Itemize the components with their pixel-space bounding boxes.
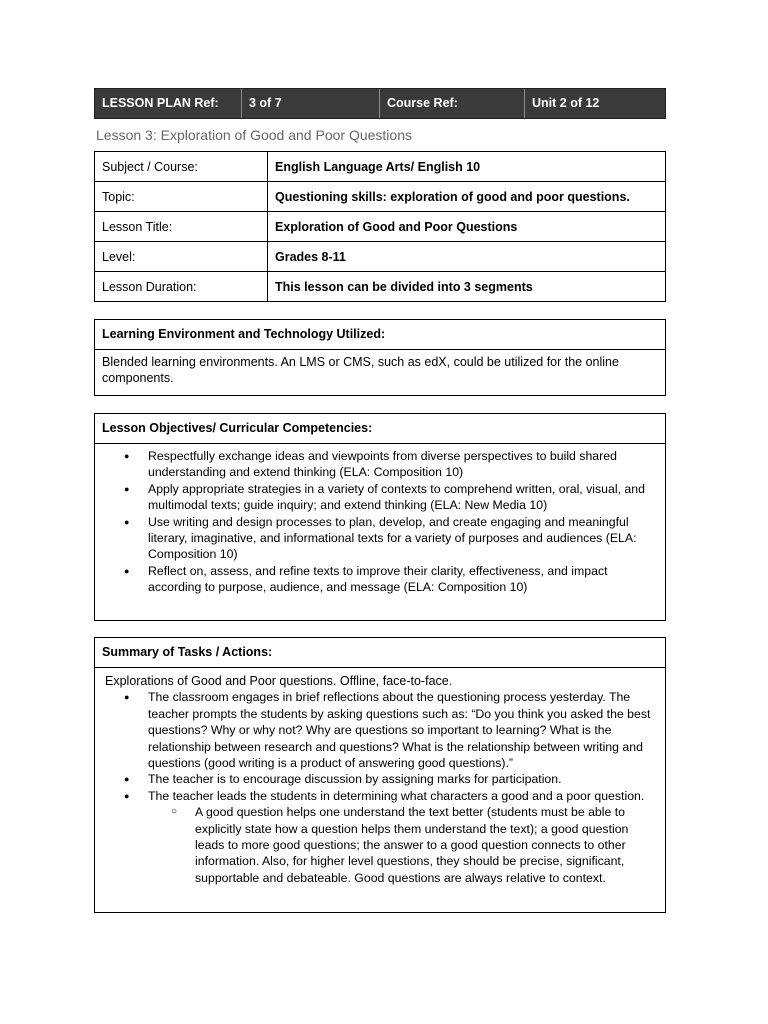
row-value: This lesson can be divided into 3 segments: [268, 272, 666, 302]
lesson-objectives-section: [94, 413, 666, 621]
list-item: ● Respectfully exchange ideas and viewpoints from diverse perspectives to build shared understanding and extend thinking (ELA: Composition 10): [148, 448, 658, 481]
list-item-text: The teacher leads the students in determining what characters a good and a poor question.: [148, 788, 645, 803]
section-title: Lesson Objectives/ Curricular Competencies:: [95, 414, 665, 444]
row-value: Questioning skills: exploration of good and poor questions.: [268, 182, 666, 212]
course-ref-value: Unit 2 of 12: [532, 96, 600, 110]
list-item: ● Reflect on, assess, and refine texts to improve their clarity, effectiveness, and impact according to purpose, audience, and message (ELA: Composition 10): [148, 563, 658, 596]
tasks-sublist: [148, 804, 658, 886]
table-row: [95, 182, 666, 212]
lesson-plan-ref-label: LESSON PLAN Ref:: [95, 89, 242, 118]
course-ref-label: Course Ref:: [380, 89, 525, 118]
tasks-list: [105, 689, 658, 886]
learning-environment-section: [94, 319, 666, 396]
table-row: [95, 152, 666, 182]
row-value: English Language Arts/ English 10: [268, 152, 666, 182]
row-value: Grades 8-11: [268, 242, 666, 272]
row-label: Lesson Duration:: [95, 272, 268, 302]
table-row: [95, 242, 666, 272]
lesson-heading: Lesson 3: Exploration of Good and Poor Questions: [96, 127, 412, 143]
tasks-intro: Explorations of Good and Poor questions. Offline, face-to-face.: [105, 674, 453, 688]
row-label: Lesson Title:: [95, 212, 268, 242]
list-item: ● Apply appropriate strategies in a variety of contexts to comprehend written, oral, visual, and multimodal texts; guide inquiry; and extend thinking (ELA: New Media 10): [148, 481, 658, 514]
table-row: [95, 272, 666, 302]
table-row: [95, 212, 666, 242]
list-item: ● The teacher is to encourage discussion by assigning marks for participation.: [148, 771, 658, 787]
objectives-list: [102, 448, 658, 596]
row-label: Topic:: [95, 182, 268, 212]
lesson-info-table: [94, 151, 666, 302]
list-item: [148, 788, 658, 886]
row-value: Exploration of Good and Poor Questions: [268, 212, 666, 242]
list-item: ● Use writing and design processes to plan, develop, and create engaging and meaningful literary, imaginative, and informational texts for a variety of purposes and audiences (ELA: Composition 10): [148, 514, 658, 563]
section-title: Summary of Tasks / Actions:: [95, 638, 665, 668]
row-label: Subject / Course:: [95, 152, 268, 182]
lesson-plan-header: [94, 88, 666, 119]
section-title: Learning Environment and Technology Utilized:: [95, 320, 665, 350]
sub-list-item: ○ A good question helps one understand the text better (students must be able to explicitly state how a question helps them understand the text); a good question leads to more good questions; the answer to a good question connects to other information. Also, for higher level questions, they should be precise, significant, supportable and debateable. Good questions are always relative to context.: [195, 804, 658, 886]
row-label: Level:: [95, 242, 268, 272]
lesson-plan-ref-value: 3 of 7: [242, 89, 380, 118]
environment-text: Blended learning environments. An LMS or CMS, such as edX, could be utilized for the online components.: [102, 355, 619, 386]
summary-of-tasks-section: [94, 637, 666, 913]
list-item: ● The classroom engages in brief reflections about the questioning process yesterday. The teacher prompts the students by asking questions such as: “Do you think you asked the best questions? Why or why not? Why are questions so important to learning? What is the relationship between research and questions? What is the relationship between writing and questions (good writing is a product of answering good questions).”: [148, 689, 658, 771]
